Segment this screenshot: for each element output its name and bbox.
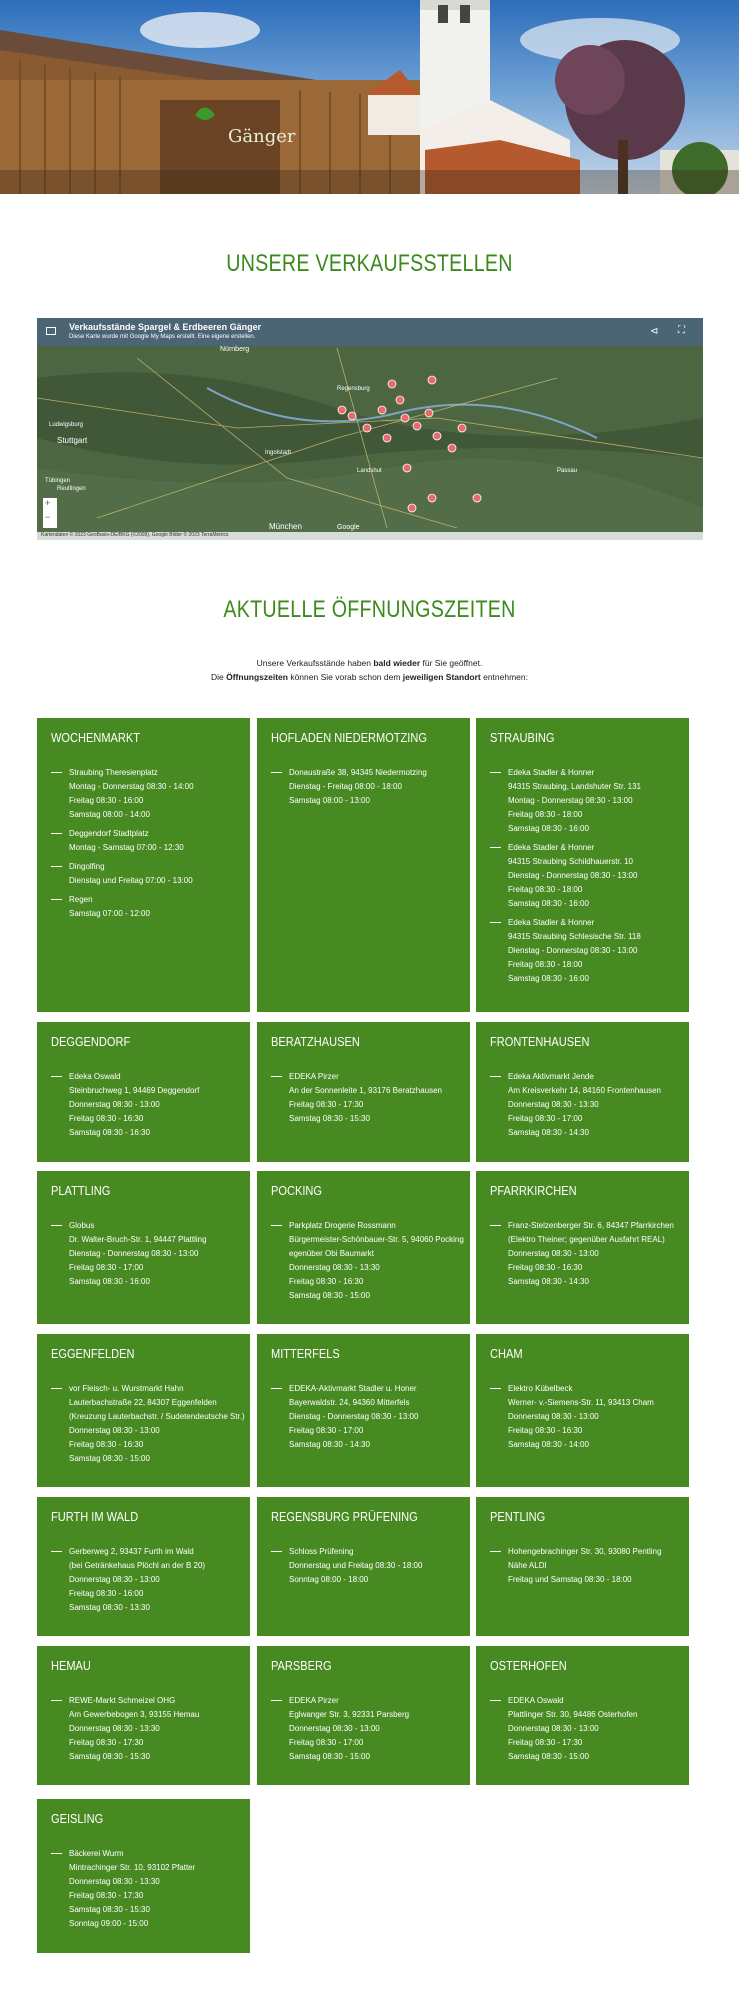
location-entry: [51, 1219, 242, 1289]
entry-detail: 94315 Straubing Schildhauerstr. 10: [508, 857, 633, 866]
location-title: REGENSBURG PRÜFENING: [271, 1509, 418, 1524]
dash-bullet: [271, 1225, 282, 1226]
location-card: [257, 1334, 470, 1487]
dash-bullet: [51, 1551, 62, 1552]
entry-detail: Samstag 08:30 - 14:00: [508, 1440, 589, 1449]
location-title: FRONTENHAUSEN: [490, 1034, 590, 1049]
entry-detail: (Kreuzung Lauterbachstr. / Sudetendeutsche Str.): [69, 1412, 245, 1421]
dash-bullet: [271, 1388, 282, 1389]
location-title: PLATTLING: [51, 1183, 111, 1198]
entry-name: EDEKA-Aktivmarkt Stadler u. Honer: [289, 1384, 417, 1393]
dash-bullet: [51, 899, 62, 900]
entry-name: Bäckerei Wurm: [69, 1849, 124, 1858]
location-entry: [51, 1545, 242, 1615]
google-map-embed[interactable]: [37, 318, 703, 540]
entry-detail: Lauterbachstraße 22, 84307 Eggenfelden: [69, 1398, 217, 1407]
entry-detail: Bayerwaldstr. 24, 94360 Mitterfels: [289, 1398, 410, 1407]
location-card: [37, 1022, 250, 1162]
location-title: HOFLADEN NIEDERMOTZING: [271, 730, 427, 745]
entry-detail: Samstag 08:30 - 16:30: [69, 1128, 150, 1137]
location-title: PARSBERG: [271, 1658, 332, 1673]
map-menu-icon[interactable]: [46, 327, 56, 335]
entry-detail: Freitag 08:30 - 17:30: [289, 1100, 364, 1109]
entry-detail: Freitag 08:30 - 17:00: [289, 1738, 364, 1747]
entry-name: Hohengebrachinger Str. 30, 93080 Pentling: [508, 1547, 662, 1556]
entry-detail: Freitag und Samstag 08:30 - 18:00: [508, 1575, 632, 1584]
location-entries: [271, 766, 462, 813]
location-title: BERATZHAUSEN: [271, 1034, 360, 1049]
location-card: [476, 1171, 689, 1324]
entry-detail: Montag - Donnerstag 08:30 - 13:00: [508, 796, 633, 805]
entry-detail: Dienstag - Donnerstag 08:30 - 13:00: [508, 871, 638, 880]
zoom-in-button[interactable]: +: [45, 498, 51, 508]
entry-detail: Samstag 08:30 - 15:00: [508, 1752, 589, 1761]
entry-detail: Freitag 08:30 - 16:00: [69, 796, 144, 805]
hero-image: [0, 0, 739, 194]
entry-name: Donaustraße 38, 94345 Niedermotzing: [289, 768, 427, 777]
dash-bullet: [271, 1700, 282, 1701]
location-entry: [490, 841, 681, 911]
map-brand: Google: [337, 524, 360, 531]
entry-name: EDEKA Pirzer: [289, 1696, 339, 1705]
entry-detail: Freitag 08:30 - 17:30: [69, 1891, 144, 1900]
location-card: [257, 1646, 470, 1785]
location-title: PFARRKIRCHEN: [490, 1183, 577, 1198]
location-entry: [51, 766, 242, 822]
entry-name: Globus: [69, 1221, 95, 1230]
map-subtitle: Diese Karte wurde mit Google My Maps erstellt. Eine eigene erstellen.: [69, 334, 256, 340]
location-title: OSTERHOFEN: [490, 1658, 567, 1673]
entry-detail: Am Gewerbebogen 3, 93155 Hemau: [69, 1710, 200, 1719]
location-title: STRAUBING: [490, 730, 555, 745]
entry-name: Edeka Stadler & Honner: [508, 843, 595, 852]
entry-name: Edeka Stadler & Honner: [508, 918, 595, 927]
location-title: HEMAU: [51, 1658, 91, 1673]
entry-name: Dingolfing: [69, 862, 105, 871]
entry-detail: Freitag 08:30 - 17:30: [69, 1738, 144, 1747]
dash-bullet: [51, 1700, 62, 1701]
dash-bullet: [490, 772, 501, 773]
entry-detail: Am Kreisverkehr 14, 84160 Frontenhausen: [508, 1086, 661, 1095]
entry-detail: Freitag 08:30 - 17:00: [508, 1114, 583, 1123]
entry-detail: Samstag 08:30 - 14:30: [508, 1128, 589, 1137]
location-title: PENTLING: [490, 1509, 546, 1524]
location-entry: [271, 1545, 462, 1587]
location-card: [37, 1497, 250, 1636]
location-title: GEISLING: [51, 1811, 104, 1826]
location-entry: [271, 1382, 462, 1452]
intro-text: [0, 656, 739, 684]
location-title: POCKING: [271, 1183, 322, 1198]
dash-bullet: [490, 1388, 501, 1389]
entry-detail: Sonntag 08:00 - 18:00: [289, 1575, 369, 1584]
location-title: FURTH IM WALD: [51, 1509, 139, 1524]
dash-bullet: [51, 1076, 62, 1077]
entry-detail: Samstag 08:30 - 15:30: [69, 1905, 150, 1914]
entry-name: vor Fleisch- u. Wurstmarkt Hahn: [69, 1384, 184, 1393]
entry-detail: Montag - Donnerstag 08:30 - 14:00: [69, 782, 194, 791]
hero-sign-text: Gänger: [228, 126, 296, 147]
map-city-label: Landshut: [357, 468, 382, 474]
entry-detail: Donnerstag 08:30 - 13:00: [508, 1412, 599, 1421]
location-card: [37, 1171, 250, 1324]
location-title: WOCHENMARKT: [51, 730, 141, 745]
location-entries: [51, 1545, 242, 1620]
entry-detail: Donnerstag 08:30 - 13:00: [69, 1426, 160, 1435]
map-footer-text: Kartendaten © 2023 GeoBasis-DE/BKG (©2009), Google Bilder © 2023 TerraMetrics: [41, 532, 229, 538]
entry-name: Gerberweg 2, 93437 Furth im Wald: [69, 1547, 194, 1556]
entry-detail: Samstag 08:30 - 13:30: [69, 1603, 150, 1612]
entry-detail: Dienstag - Donnerstag 08:30 - 13:00: [69, 1249, 199, 1258]
entry-detail: Donnerstag 08:30 - 13:00: [508, 1249, 599, 1258]
location-entries: [51, 1847, 242, 1936]
location-entry: [490, 766, 681, 836]
intro-line-2: Die Öffnungszeiten können Sie vorab schon dem jeweiligen Standort entnehmen:: [210, 672, 528, 682]
entry-detail: Samstag 08:30 - 16:00: [508, 899, 589, 908]
map-footer: [37, 532, 703, 540]
map-header: [37, 318, 703, 346]
location-entry: [490, 1070, 681, 1140]
map-city-label: Tübingen: [45, 478, 71, 484]
location-entries: [51, 1070, 242, 1145]
entry-detail: Samstag 08:30 - 15:30: [69, 1752, 150, 1761]
location-entries: [490, 766, 681, 991]
location-card: [476, 1646, 689, 1785]
map-title[interactable]: Verkaufsstände Spargel & Erdbeeren Gänger: [69, 322, 262, 332]
location-entry: [51, 827, 242, 855]
entry-detail: Donnerstag 08:30 - 13:00: [69, 1575, 160, 1584]
location-entry: [51, 1694, 242, 1764]
entry-detail: Freitag 08:30 - 16:30: [69, 1114, 144, 1123]
map-city-label: München: [269, 522, 302, 531]
entry-name: Edeka Aktivmarkt Jende: [508, 1072, 594, 1081]
dash-bullet: [271, 1551, 282, 1552]
location-card: [37, 1334, 250, 1487]
entry-detail: Samstag 08:30 - 14:30: [508, 1277, 589, 1286]
location-title: DEGGENDORF: [51, 1034, 131, 1049]
location-card: [476, 1334, 689, 1487]
location-entry: [271, 1070, 462, 1126]
entry-detail: Freitag 08:30 - 16:30: [508, 1426, 583, 1435]
location-card: [37, 1799, 250, 1953]
location-card: [476, 1022, 689, 1162]
entry-detail: Dr. Walter-Bruch-Str. 1, 94447 Plattling: [69, 1235, 207, 1244]
map-city-label: Regensburg: [337, 386, 370, 392]
entry-detail: Steinbruchweg 1, 94469 Deggendorf: [69, 1086, 200, 1095]
location-title: CHAM: [490, 1346, 523, 1361]
entry-detail: Samstag 08:30 - 16:00: [69, 1277, 150, 1286]
location-entries: [490, 1545, 681, 1592]
location-card: [37, 1646, 250, 1785]
location-entries: [51, 1694, 242, 1769]
location-entries: [271, 1219, 462, 1308]
entry-detail: Eglwanger Str. 3, 92331 Parsberg: [289, 1710, 410, 1719]
entry-name: EDEKA Oswald: [508, 1696, 564, 1705]
dash-bullet: [51, 772, 62, 773]
location-entries: [490, 1382, 681, 1457]
entry-detail: Samstag 08:30 - 16:00: [508, 974, 589, 983]
location-entry: [271, 766, 462, 808]
entry-name: REWE-Markt Schmeizel OHG: [69, 1696, 176, 1705]
entry-detail: 94315 Straubing, Landshuter Str. 131: [508, 782, 641, 791]
dash-bullet: [271, 1076, 282, 1077]
entry-name: Elektro Kübelbeck: [508, 1384, 573, 1393]
entry-detail: An der Sonnenleite 1, 93176 Beratzhausen: [289, 1086, 443, 1095]
entry-name: Franz-Stelzenberger Str. 6, 84347 Pfarrkirchen: [508, 1221, 674, 1230]
location-entry: [490, 1219, 681, 1289]
entry-detail: Plattlinger Str. 30, 94486 Osterhofen: [508, 1710, 638, 1719]
entry-detail: Donnerstag 08:30 - 13:30: [508, 1100, 599, 1109]
map-city-label: Ingolstadt: [265, 450, 292, 456]
location-entry: [490, 1545, 681, 1587]
entry-detail: Bürgermeister-Schönbauer-Str. 5, 94060 Pocking: [289, 1235, 464, 1244]
entry-detail: Freitag 08:30 - 18:00: [508, 810, 583, 819]
entry-detail: Donnerstag 08:30 - 13:30: [69, 1724, 160, 1733]
location-entries: [51, 766, 242, 926]
location-entry: [51, 860, 242, 888]
location-entries: [271, 1070, 462, 1131]
location-entries: [271, 1382, 462, 1457]
map-city-label: Passau: [557, 468, 578, 474]
entry-detail: Freitag 08:30 - 18:00: [508, 960, 583, 969]
location-entries: [271, 1545, 462, 1592]
location-entry: [490, 1694, 681, 1764]
entry-detail: Samstag 08:00 - 13:00: [289, 796, 370, 805]
location-card: [257, 1022, 470, 1162]
map-city-label: Nürnberg: [220, 346, 250, 353]
entry-detail: Mintrachinger Str. 10, 93102 Pfatter: [69, 1863, 196, 1872]
zoom-out-button[interactable]: −: [45, 512, 51, 522]
location-entries: [490, 1070, 681, 1145]
location-entry: [51, 893, 242, 921]
location-entry: [51, 1847, 242, 1931]
location-card: [476, 718, 689, 1012]
entry-detail: Freitag 08:30 - 17:00: [289, 1426, 364, 1435]
entry-detail: Freitag 08:30 - 16:00: [69, 1589, 144, 1598]
entry-detail: Dienstag - Donnerstag 08:30 - 13:00: [508, 946, 638, 955]
location-entries: [490, 1694, 681, 1769]
dash-bullet: [51, 1388, 62, 1389]
location-entries: [51, 1219, 242, 1294]
entry-name: EDEKA Pirzer: [289, 1072, 339, 1081]
map-city-label: Ludwigsburg: [49, 422, 84, 428]
location-entries: [51, 1382, 245, 1471]
dash-bullet: [490, 1225, 501, 1226]
dash-bullet: [490, 847, 501, 848]
entry-detail: Samstag 07:00 - 12:00: [69, 909, 150, 918]
entry-detail: Samstag 08:00 - 14:00: [69, 810, 150, 819]
location-card: [257, 718, 470, 1012]
entry-detail: Freitag 08:30 - 16:30: [289, 1277, 364, 1286]
entry-detail: Sonntag 09:00 - 15:00: [69, 1919, 149, 1928]
location-entries: [271, 1694, 462, 1769]
dash-bullet: [490, 922, 501, 923]
intro-line-1: Unsere Verkaufsstände haben bald wieder für Sie geöffnet.: [256, 658, 483, 668]
entry-detail: Dienstag - Freitag 08:00 - 18:00: [289, 782, 402, 791]
entry-detail: Donnerstag 08:30 - 13:00: [289, 1724, 380, 1733]
location-card: [37, 718, 250, 1012]
entry-detail: Montag - Samstag 07:00 - 12:30: [69, 843, 184, 852]
entry-detail: Donnerstag 08:30 - 13:00: [69, 1100, 160, 1109]
dash-bullet: [51, 1853, 62, 1854]
dash-bullet: [51, 833, 62, 834]
entry-detail: Werner- v.-Siemens-Str. 11, 93413 Cham: [508, 1398, 654, 1407]
entry-detail: Donnerstag 08:30 - 13:30: [69, 1877, 160, 1886]
dash-bullet: [490, 1700, 501, 1701]
entry-detail: Freitag 08:30 - 16:30: [508, 1263, 583, 1272]
location-entry: [490, 916, 681, 986]
map-city-label: Stuttgart: [57, 436, 88, 445]
location-entry: [51, 1382, 245, 1466]
location-entry: [271, 1219, 462, 1303]
entry-detail: Samstag 08:30 - 15:00: [69, 1454, 150, 1463]
entry-detail: Samstag 08:30 - 15:30: [289, 1114, 370, 1123]
share-icon[interactable]: ⊲: [650, 326, 659, 337]
entry-name: Schloss Prüfening: [289, 1547, 354, 1556]
hours-heading: AKTUELLE ÖFFNUNGSZEITEN: [223, 596, 516, 623]
location-entries: [490, 1219, 681, 1294]
entry-name: Straubing Theresienplatz: [69, 768, 158, 777]
entry-detail: Freitag 08:30 - 17:30: [508, 1738, 583, 1747]
stores-heading: UNSERE VERKAUFSSTELLEN: [226, 250, 513, 277]
entry-detail: Samstag 08:30 - 16:00: [508, 824, 589, 833]
map-city-label: Reutlingen: [57, 486, 86, 492]
entry-detail: Donnerstag und Freitag 08:30 - 18:00: [289, 1561, 423, 1570]
entry-name: Deggendorf Stadtplatz: [69, 829, 149, 838]
entry-detail: (Elektro Theiner; gegenüber Ausfahrt REAL): [508, 1235, 665, 1244]
dash-bullet: [271, 772, 282, 773]
location-title: MITTERFELS: [271, 1346, 340, 1361]
entry-name: Regen: [69, 895, 93, 904]
dash-bullet: [51, 866, 62, 867]
location-entry: [271, 1694, 462, 1764]
entry-detail: Samstag 08:30 - 15:00: [289, 1291, 370, 1300]
location-card: [257, 1497, 470, 1636]
dash-bullet: [51, 1225, 62, 1226]
fullscreen-icon[interactable]: ⛶: [678, 325, 685, 336]
entry-detail: Samstag 08:30 - 15:00: [289, 1752, 370, 1761]
entry-detail: Donnerstag 08:30 - 13:30: [289, 1263, 380, 1272]
entry-detail: 94315 Straubing Schlesische Str. 118: [508, 932, 641, 941]
entry-detail: Dienstag - Donnerstag 08:30 - 13:00: [289, 1412, 419, 1421]
entry-name: Parkplatz Drogerie Rossmann: [289, 1221, 396, 1230]
entry-detail: Samstag 08:30 - 14:30: [289, 1440, 370, 1449]
entry-name: Edeka Oswald: [69, 1072, 121, 1081]
entry-detail: egenüber Obi Baumarkt: [289, 1249, 374, 1258]
entry-name: Edeka Stadler & Honner: [508, 768, 595, 777]
location-card: [476, 1497, 689, 1636]
entry-detail: (bei Getränkehaus Plöchl an der B 20): [69, 1561, 206, 1570]
entry-detail: Nähe ALDI: [508, 1561, 547, 1570]
entry-detail: Donnerstag 08:30 - 13:00: [508, 1724, 599, 1733]
entry-detail: Freitag 08:30 - 18:00: [508, 885, 583, 894]
location-entry: [51, 1070, 242, 1140]
entry-detail: Freitag 08:30 - 16:30: [69, 1440, 144, 1449]
entry-detail: Dienstag und Freitag 07:00 - 13:00: [69, 876, 193, 885]
location-title: EGGENFELDEN: [51, 1346, 135, 1361]
dash-bullet: [490, 1551, 501, 1552]
dash-bullet: [490, 1076, 501, 1077]
location-card: [257, 1171, 470, 1324]
entry-detail: Freitag 08:30 - 17:00: [69, 1263, 144, 1272]
location-entry: [490, 1382, 681, 1452]
